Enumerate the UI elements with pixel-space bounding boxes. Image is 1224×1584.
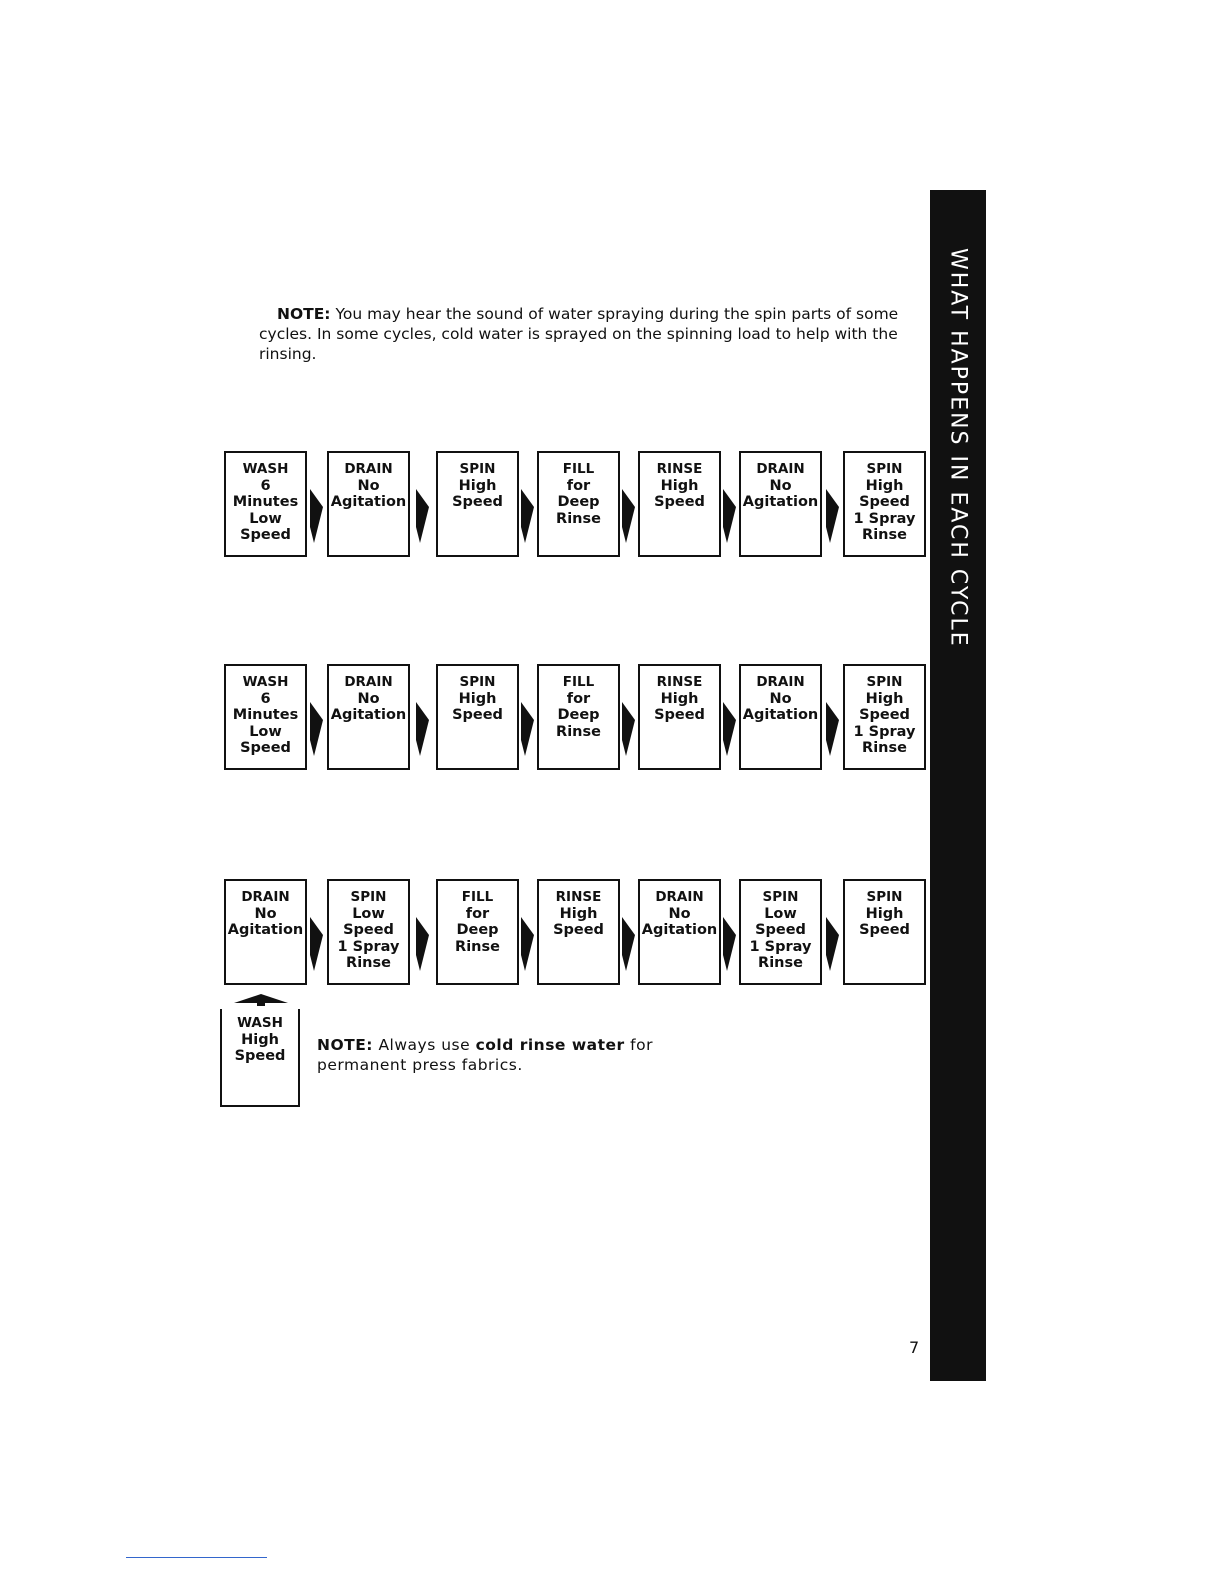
flow-arrow-icon <box>415 686 431 756</box>
cycle-step-title: SPIN <box>459 674 496 690</box>
cycle-step-line: Speed <box>240 527 291 543</box>
flow-arrow-icon <box>309 901 325 971</box>
cycle-step-title: SPIN <box>350 889 387 905</box>
cycle-step-line: Rinse <box>556 723 601 740</box>
cycle-step-line: Low <box>352 905 385 922</box>
cycle-step-line: Minutes <box>232 707 299 723</box>
cycle-step-line: Minutes <box>232 494 299 510</box>
flow-arrow-icon <box>520 473 536 543</box>
flow-arrow-icon <box>415 901 431 971</box>
cycle-step-line: No <box>357 690 380 707</box>
up-arrow-icon <box>231 990 291 1010</box>
cycle-step-box <box>638 451 721 557</box>
cycle-step-box <box>436 879 519 985</box>
cycle-step-box <box>638 664 721 770</box>
flow-arrow-icon <box>309 473 325 543</box>
cycle-step-box <box>739 879 822 985</box>
cycle-step-line: Speed <box>452 707 503 723</box>
flow-arrow-icon <box>520 686 536 756</box>
cycle-step-line: for <box>465 905 490 922</box>
cycle-step-line: Speed <box>654 494 705 510</box>
cycle-step-box <box>436 664 519 770</box>
cycle-step-box <box>739 451 822 557</box>
cycle-step-line: Speed <box>240 740 291 756</box>
cycle-step-line: Rinse <box>758 955 803 971</box>
start-step-line: Speed <box>234 1048 286 1064</box>
cycle-step-line: Speed <box>343 922 394 938</box>
flow-arrow-icon <box>722 473 738 543</box>
note-bottom-emphasis: cold rinse water <box>475 1035 625 1054</box>
note-bottom-text: for permanent press fabrics. <box>317 1035 653 1074</box>
cycle-step-title: SPIN <box>866 889 903 905</box>
note-top-label: NOTE: <box>277 304 331 323</box>
flow-arrow-icon <box>621 686 637 756</box>
cycle-step-box <box>224 451 307 557</box>
cycle-step-title: RINSE <box>656 461 703 477</box>
cycle-step-title: DRAIN <box>756 674 805 690</box>
cycle-step-line: Deep <box>557 707 600 723</box>
cycle-step-line: Speed <box>859 922 910 938</box>
cycle-step-box <box>843 879 926 985</box>
flow-arrow-icon <box>415 473 431 543</box>
cycle-step-box <box>224 879 307 985</box>
cycle-step-title: DRAIN <box>756 461 805 477</box>
cycle-step-line: 6 <box>260 477 271 494</box>
cycle-step-box <box>537 451 620 557</box>
cycle-step-box <box>537 879 620 985</box>
flow-arrow-icon <box>825 686 841 756</box>
cycle-step-title: WASH <box>242 461 289 477</box>
cycle-step-line: Speed <box>859 707 910 723</box>
note-bottom <box>317 1035 677 1075</box>
cycle-step-line: Agitation <box>742 494 819 510</box>
cycle-step-line: Low <box>249 510 282 527</box>
cycle-step-box <box>327 451 410 557</box>
cycle-step-title: WASH <box>242 674 289 690</box>
cycle-step-line: Deep <box>456 922 499 938</box>
cycle-step-title: RINSE <box>656 674 703 690</box>
cycle-step-line: 6 <box>260 690 271 707</box>
cycle-step-line: for <box>566 477 591 494</box>
cycle-step-line: Speed <box>859 494 910 510</box>
cycle-step-title: RINSE <box>555 889 602 905</box>
cycle-step-line: for <box>566 690 591 707</box>
cycle-step-line: Speed <box>755 922 806 938</box>
cycle-step-line: High <box>458 690 497 707</box>
cycle-step-title: SPIN <box>459 461 496 477</box>
cycle-step-title: SPIN <box>762 889 799 905</box>
cycle-step-line: High <box>660 477 699 494</box>
cycle-step-line: Rinse <box>862 740 907 756</box>
cycle-step-line: Rinse <box>556 510 601 527</box>
cycle-step-line: Agitation <box>330 707 407 723</box>
cycle-step-box <box>843 664 926 770</box>
cycle-step-line: No <box>769 477 792 494</box>
cycle-step-box <box>327 664 410 770</box>
flow-arrow-icon <box>621 901 637 971</box>
start-step-title: WASH <box>237 1015 283 1031</box>
cycle-step-title: FILL <box>562 674 595 690</box>
flow-arrow-icon <box>621 473 637 543</box>
flow-arrow-icon <box>825 473 841 543</box>
page-number: 7 <box>909 1338 920 1357</box>
cycle-step-title: FILL <box>461 889 494 905</box>
cycle-step-title: DRAIN <box>655 889 704 905</box>
flow-arrow-icon <box>722 901 738 971</box>
cycle-step-box <box>436 451 519 557</box>
cycle-step-line: High <box>660 690 699 707</box>
cycle-step-line: Speed <box>654 707 705 723</box>
cycle-step-title: DRAIN <box>344 461 393 477</box>
cycle-step-line: 1 Spray <box>749 938 812 955</box>
cycle-step-line: Deep <box>557 494 600 510</box>
cycle-step-line: No <box>769 690 792 707</box>
cycle-step-line: Agitation <box>641 922 718 938</box>
cycle-step-line: 1 Spray <box>853 510 916 527</box>
cycle-step-title: DRAIN <box>241 889 290 905</box>
cycle-step-line: 1 Spray <box>337 938 400 955</box>
flow-arrow-icon <box>520 901 536 971</box>
flow-arrow-icon <box>722 686 738 756</box>
start-step-line: High <box>241 1031 279 1048</box>
cycle-step-line: No <box>357 477 380 494</box>
cycle-step-line: Rinse <box>346 955 391 971</box>
note-bottom-label: NOTE: <box>317 1035 374 1054</box>
cycle-step-line: High <box>458 477 497 494</box>
cycle-step-title: SPIN <box>866 674 903 690</box>
cycle-step-line: No <box>668 905 691 922</box>
cycle-step-title: DRAIN <box>344 674 393 690</box>
cycle-step-line: High <box>865 477 904 494</box>
cycle-step-line: Speed <box>553 922 604 938</box>
cycle-step-box <box>327 879 410 985</box>
cycle-step-line: Low <box>249 723 282 740</box>
cycle-step-line: Rinse <box>455 938 500 955</box>
cycle-step-line: Agitation <box>227 922 304 938</box>
cycle-step-box <box>224 664 307 770</box>
note-bottom-text: Always use <box>373 1035 476 1054</box>
cycle-step-box <box>739 664 822 770</box>
note-top <box>259 304 929 364</box>
start-step-box <box>220 1009 300 1107</box>
flow-arrow-icon <box>825 901 841 971</box>
cycle-step-line: Speed <box>452 494 503 510</box>
cycle-step-box <box>843 451 926 557</box>
cycle-step-line: High <box>559 905 598 922</box>
cycle-step-box <box>638 879 721 985</box>
cycle-step-line: Low <box>764 905 797 922</box>
cycle-step-title: SPIN <box>866 461 903 477</box>
flow-arrow-icon <box>309 686 325 756</box>
cycle-step-line: High <box>865 690 904 707</box>
side-tab-title: WHAT HAPPENS IN EACH CYCLE <box>945 248 971 648</box>
cycle-step-line: High <box>865 905 904 922</box>
cycle-step-line: Agitation <box>742 707 819 723</box>
cycle-step-line: Agitation <box>330 494 407 510</box>
cycle-step-box <box>537 664 620 770</box>
cycle-step-title: FILL <box>562 461 595 477</box>
footer-rule <box>126 1557 267 1558</box>
note-top-text: You may hear the sound of water spraying during the spin parts of some cycles. In some cycles, cold water is sprayed on the spinning load to help with the rinsing. <box>259 304 899 363</box>
cycle-step-line: No <box>254 905 277 922</box>
cycle-step-line: 1 Spray <box>853 723 916 740</box>
cycle-step-line: Rinse <box>862 527 907 543</box>
